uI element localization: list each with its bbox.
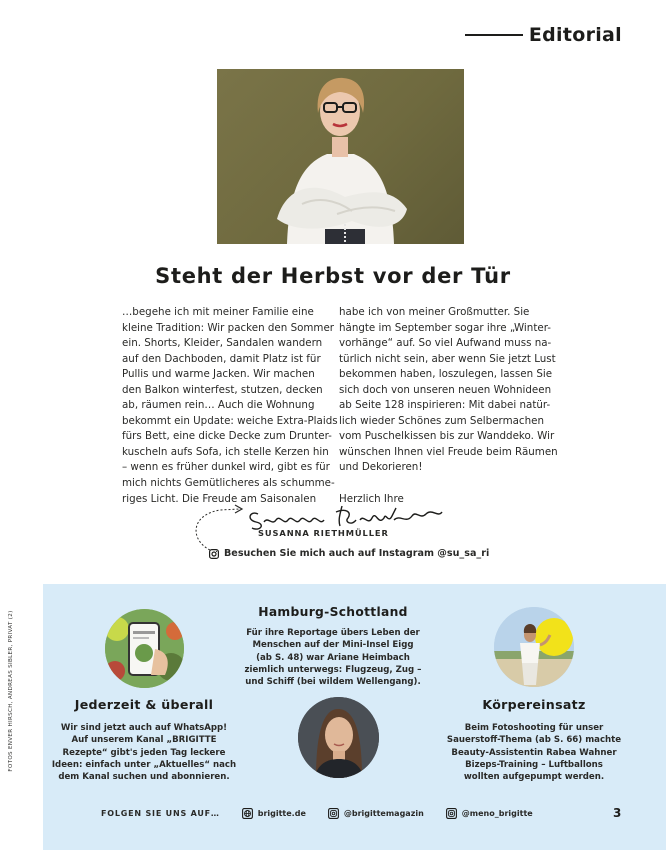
body-column-right <box>339 305 558 507</box>
footer-link-label: @brigittemagazin <box>343 809 424 818</box>
teaser-line: wollten aufgepumpt werden. <box>463 772 605 783</box>
body-line: habe ich von meiner Großmutter. Sie <box>339 306 530 318</box>
woman-portrait-illustration <box>298 697 379 778</box>
instagram-line[interactable] <box>209 548 489 559</box>
signature-name: SUSANNA RIETHMÜLLER <box>258 528 389 538</box>
teaser-line: Wir sind jetzt auch auf WhatsApp! <box>60 723 228 733</box>
body-line: vom Puschelkissen bis zur Wanddeko. Wir <box>339 430 555 443</box>
body-line: bekommen haben, loszulegen, lassen Sie <box>339 368 553 381</box>
teaser-hamburg-body <box>220 627 446 688</box>
instagram-line-text: Besuchen Sie mich auch auf Instagram @su_sa_ri <box>224 548 490 559</box>
section-header <box>465 24 622 46</box>
body-line: vorhänge“ auf. So viel Aufwand muss na- <box>339 337 552 350</box>
hero-photo <box>217 69 464 244</box>
footer-link-website[interactable] <box>242 808 306 819</box>
teaser-line: Beauty-Assistentin Rabea Wahner <box>451 747 617 758</box>
body-line: lich wieder Schönes zum Selbermachen <box>339 414 544 427</box>
section-label: Editorial <box>528 24 622 46</box>
body-line: Pullis und warme Jacken. Wir machen <box>122 368 315 381</box>
page-number: 3 <box>613 806 622 820</box>
footer-follow-bar <box>101 808 555 819</box>
teaser-hamburg-title: Hamburg-Schottland <box>258 605 408 619</box>
footer-link-label: @meno_brigitte <box>461 809 533 818</box>
globe-icon <box>242 808 253 819</box>
follow-label: FOLGEN SIE UNS AUF… <box>101 809 220 818</box>
footer-link-instagram-meno[interactable] <box>446 808 533 819</box>
teaser-line: Rezepte“ gibt's jeden Tag leckere <box>62 747 226 758</box>
teaser-line: ziemlich unterwegs: Flugzeug, Zug – <box>244 664 422 675</box>
body-line: bekommt ein Update: weiche Extra-Plaids <box>122 414 338 427</box>
body-line: – wenn es früher dunkel wird, gibt es für <box>122 461 330 474</box>
phone-recipe-illustration <box>105 609 184 688</box>
body-line: den Balkon winterfest, stutzen, decken <box>122 383 323 396</box>
body-line: sich doch von unseren neuen Wohnideen <box>339 383 552 396</box>
teaser-jederzeit <box>42 697 246 783</box>
teaser-koerpereinsatz-title: Körpereinsatz <box>482 697 586 712</box>
body-line: ab, räumen rein… Auch die Wohnung <box>122 399 315 412</box>
teaser-line: Ideen: einfach unter „Aktuelles“ nach <box>51 759 237 770</box>
paragraph-gap <box>339 476 558 492</box>
dashed-arrow <box>196 509 240 550</box>
body-line: …begehe ich mit meiner Familie eine <box>122 306 314 318</box>
body-line: fürs Bett, eine dicke Decke zum Drunter- <box>122 430 332 443</box>
closing-line: Herzlich Ihre <box>339 492 404 505</box>
body-line: kuscheln aufs Sofa, ich stelle Kerzen hin <box>122 445 329 458</box>
body-line: riges Licht. Die Freude am Saisonalen <box>122 492 317 505</box>
teaser-line: und Schiff (bei wildem Wellengang). <box>245 677 421 688</box>
teaser-line: Bizeps-Training – Luftballons <box>465 759 603 770</box>
balloon-beach-photo <box>494 607 574 687</box>
hero-portrait-illustration <box>217 69 464 244</box>
balloon-beach-illustration <box>494 607 574 687</box>
teaser-line: dem Kanal suchen und abonnieren. <box>58 772 230 783</box>
ariane-portrait-photo <box>298 697 379 778</box>
body-column-left <box>122 305 338 507</box>
body-line: ein. Shorts, Kleider, Sandalen wandern <box>122 337 323 350</box>
footer-link-instagram-brigitte[interactable] <box>328 808 424 819</box>
photo-credit-text: FOTOS ENVER HIRSCH, ANDREAS SIBLER, PRIVAT (2) <box>8 610 14 772</box>
teaser-line: Menschen auf der Mini-Insel Eigg <box>252 640 414 651</box>
body-line: hängte im September sogar ihre „Winter- <box>339 321 551 334</box>
section-rule <box>465 34 523 36</box>
body-line: mich nichts Gemütlicheres als schumme- <box>122 477 335 490</box>
body-line: kleine Tradition: Wir packen den Sommer <box>122 321 335 334</box>
teaser-koerpereinsatz <box>429 697 639 783</box>
body-line: ab Seite 128 inspirieren: Mit dabei natür- <box>339 399 551 412</box>
body-line: und Dekorieren! <box>339 461 423 474</box>
teaser-line: Für ihre Reportage übers Leben der <box>246 628 420 638</box>
photo-credit <box>6 598 16 788</box>
body-line: auf den Dachboden, damit Platz ist für <box>122 352 321 365</box>
phone-recipe-photo <box>105 609 184 688</box>
teaser-line: Auf unserem Kanal „BRIGITTE <box>71 735 217 746</box>
body-line: türlich nicht sein, aber wenn Sie jetzt Lust <box>339 352 556 365</box>
body-line: wünschen Ihnen viel Freude beim Räumen <box>339 445 558 458</box>
headline: Steht der Herbst vor der Tür <box>155 264 511 288</box>
teaser-line: Beim Fotoshooting für unser <box>464 723 604 733</box>
teaser-jederzeit-title: Jederzeit & überall <box>74 697 214 712</box>
teaser-line: (ab S. 48) war Ariane Heimbach <box>256 652 410 663</box>
instagram-icon <box>446 808 457 819</box>
teaser-jederzeit-body <box>42 722 246 783</box>
footer-link-label: brigitte.de <box>257 809 306 818</box>
teaser-koerpereinsatz-body <box>429 722 639 783</box>
instagram-icon <box>328 808 339 819</box>
teaser-line: Sauerstoff-Thema (ab S. 66) machte <box>446 735 622 746</box>
teaser-hamburg <box>220 605 446 688</box>
instagram-icon <box>209 549 219 559</box>
